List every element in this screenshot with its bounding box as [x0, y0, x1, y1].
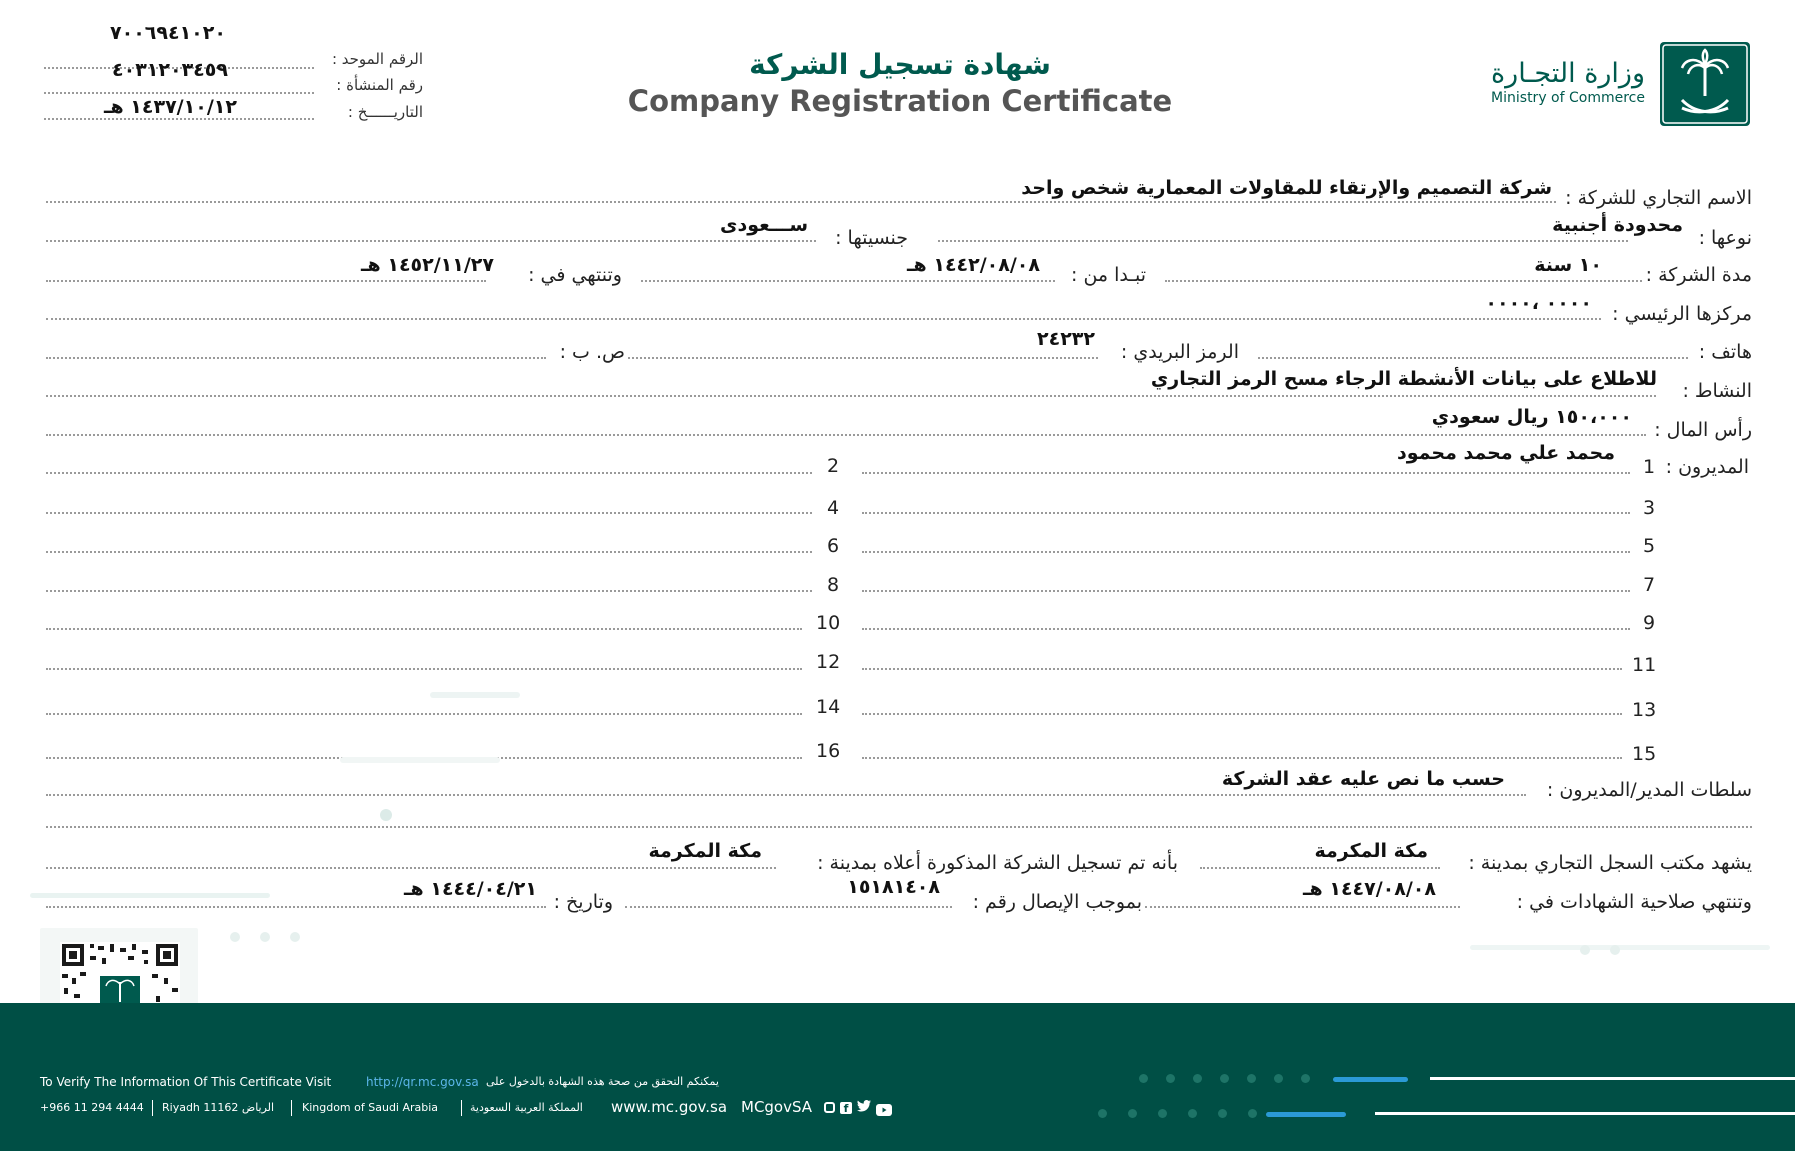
office-city-dots	[1200, 867, 1440, 869]
manager-number-5: 5	[1643, 535, 1656, 557]
unified-number-label: الرقم الموحد :	[331, 50, 423, 68]
manager-number-4: 4	[827, 497, 840, 519]
manager-number-8: 8	[827, 574, 840, 596]
verify-link[interactable]: http://qr.mc.gov.sa	[366, 1075, 479, 1089]
office-city-label: يشهد مكتب السجل التجاري بمدينة :	[1468, 852, 1752, 874]
riyadh-address: Riyadh 11162 الرياض	[162, 1101, 275, 1114]
manager-dots-13	[862, 713, 1622, 715]
receipt-date-dots	[46, 906, 546, 908]
title-ar: شهادة تسجيل الشركة	[749, 48, 1051, 81]
manager-1-name: محمد علي محمد محمود	[1397, 442, 1615, 464]
social-handle: MCgovSA	[741, 1098, 813, 1116]
date-dots	[44, 118, 314, 120]
website-link[interactable]: www.mc.gov.sa	[611, 1098, 728, 1116]
company-name-label: الاسم التجاري للشركة :	[1565, 187, 1752, 209]
manager-dots-4	[46, 512, 812, 514]
divider	[291, 1100, 292, 1116]
nationality-label: جنسيتها :	[835, 227, 908, 249]
end-date-dots	[46, 280, 486, 282]
duration-label: مدة الشركة :	[1645, 264, 1752, 286]
unified-number-value: ٤٠٣١٢٠٣٤٥٩	[112, 59, 228, 81]
capital-label: رأس المال :	[1654, 419, 1752, 441]
manager-dots-10	[46, 628, 802, 630]
authority-value: حسب ما نص عليه عقد الشركة	[1221, 768, 1505, 790]
manager-number-15: 15	[1632, 743, 1657, 765]
verify-text-ar: يمكنكم التحقق من صحة هذه الشهادة بالدخول على	[486, 1075, 719, 1088]
manager-dots-6	[46, 551, 812, 553]
duration-value: ١٠ سنة	[1534, 254, 1602, 276]
company-name-value: شركة التصميم والإرتقاء للمقاولات المعمارية شخص واحد	[1021, 177, 1552, 199]
activity-value: للاطلاع على بيانات الأنشطة الرجاء مسح الرمز التجاري	[1150, 368, 1657, 390]
manager-dots-3	[862, 512, 1630, 514]
manager-number-14: 14	[816, 696, 841, 718]
expiry-value: ١٤٤٧/٠٨/٠٨ هـ	[1303, 878, 1436, 900]
po-box-dots	[46, 357, 546, 359]
headquarters-value: ٠٠٠٠ ،٠٠٠٠	[1485, 292, 1592, 314]
facebook-icon[interactable]: f	[840, 1102, 852, 1114]
kingdom-ar: المملكة العربية السعودية	[470, 1101, 583, 1114]
manager-number-13: 13	[1632, 699, 1657, 721]
manager-dots-11	[862, 668, 1622, 670]
manager-number-16: 16	[816, 740, 841, 762]
headquarters-label: مركزها الرئيسي :	[1612, 303, 1752, 325]
facility-number-dots	[44, 92, 314, 94]
receipt-date-value: ١٤٤٤/٠٤/٢١ هـ	[404, 878, 537, 900]
manager-number-6: 6	[827, 535, 840, 557]
ministry-name-ar: وزارة التجـارة	[1491, 58, 1645, 89]
nationality-value: ســـعودى	[720, 214, 808, 236]
kingdom-en: Kingdom of Saudi Arabia	[302, 1101, 439, 1114]
duration-dots	[1165, 280, 1642, 282]
palm-swords-emblem-icon	[1660, 42, 1750, 126]
divider	[152, 1100, 153, 1116]
manager-dots-5	[862, 551, 1630, 553]
phone-label: هاتف :	[1698, 341, 1752, 363]
manager-number-7: 7	[1643, 574, 1656, 596]
phone-number: +966 11 294 4444	[40, 1101, 144, 1114]
manager-number-11: 11	[1632, 654, 1657, 676]
facility-number-label: رقم المنشأة :	[336, 76, 423, 94]
expiry-dots	[1145, 906, 1460, 908]
start-date-value: ١٤٤٢/٠٨/٠٨ هـ	[907, 254, 1040, 276]
manager-dots-2	[46, 472, 812, 474]
blank-line-dots	[46, 826, 1752, 828]
footer	[0, 1003, 1795, 1151]
manager-number-3: 3	[1643, 497, 1656, 519]
headquarters-dots	[46, 318, 1601, 320]
registered-city-value: مكة المكرمة	[648, 840, 762, 862]
postal-code-dots	[628, 357, 1098, 359]
receipt-number-value: ١٥١٨١٤٠٨	[847, 876, 940, 898]
managers-label: المديرون :	[1665, 456, 1749, 478]
manager-number-2: 2	[827, 455, 840, 477]
registered-city-label: بأنه تم تسجيل الشركة المذكورة أعلاه بمدينة :	[817, 852, 1178, 874]
divider	[461, 1100, 462, 1116]
end-date-label: وتنتهي في :	[528, 264, 622, 286]
nationality-dots	[46, 240, 816, 242]
twitter-icon[interactable]	[857, 1100, 871, 1115]
youtube-icon[interactable]	[876, 1101, 892, 1120]
expiry-label: وتنتهي صلاحية الشهادات في :	[1516, 891, 1752, 913]
manager-dots-14	[46, 713, 802, 715]
manager-number-1: 1	[1643, 456, 1656, 478]
manager-dots-1	[862, 472, 1630, 474]
manager-number-9: 9	[1643, 612, 1656, 634]
postal-code-label: الرمز البريدي :	[1120, 341, 1239, 363]
start-date-label: تبـدا من :	[1071, 264, 1146, 286]
authority-label: سلطات المدير/المديرون :	[1546, 779, 1752, 801]
end-date-value: ١٤٥٢/١١/٢٧ هـ	[361, 254, 494, 276]
receipt-date-label: وتاريخ :	[553, 891, 613, 913]
manager-dots-8	[46, 590, 812, 592]
manager-dots-15	[862, 757, 1622, 759]
manager-number-10: 10	[816, 612, 841, 634]
company-type-value: محدودة أجنبية	[1552, 214, 1683, 236]
manager-dots-7	[862, 590, 1630, 592]
instagram-icon[interactable]	[824, 1102, 835, 1113]
capital-value: ١٥٠،٠٠٠ ريال سعودي	[1431, 406, 1632, 428]
ministry-name-en: Ministry of Commerce	[1491, 90, 1645, 106]
verify-text-en: To Verify The Information Of This Certificate Visit	[40, 1075, 332, 1089]
manager-dots-12	[46, 668, 802, 670]
top-number: ٧٠٠٦٩٤١٠٢٠	[110, 22, 226, 44]
company-type-label: نوعها :	[1698, 227, 1752, 249]
start-date-dots	[641, 280, 1055, 282]
date-label: التاريــــــخ :	[347, 103, 423, 121]
activity-label: النشاط :	[1682, 380, 1752, 402]
capital-dots	[46, 434, 1646, 436]
company-type-dots	[938, 240, 1628, 242]
date-value: ١٤٣٧/١٠/١٢ هـ	[104, 96, 237, 118]
title-en: Company Registration Certificate	[627, 84, 1173, 118]
receipt-number-label: بموجب الإيصال رقم :	[972, 891, 1142, 913]
manager-number-12: 12	[816, 651, 841, 673]
office-city-value: مكة المكرمة	[1314, 840, 1428, 862]
authority-dots	[46, 794, 1526, 796]
receipt-number-dots	[625, 906, 952, 908]
registered-city-dots	[46, 867, 776, 869]
po-box-label: ص. ب :	[559, 341, 625, 363]
phone-dots	[1258, 357, 1688, 359]
activity-dots	[46, 395, 1656, 397]
manager-dots-9	[862, 628, 1630, 630]
company-name-dots	[46, 201, 1556, 203]
postal-code-value: ٢٤٢٣٢	[1037, 328, 1095, 350]
